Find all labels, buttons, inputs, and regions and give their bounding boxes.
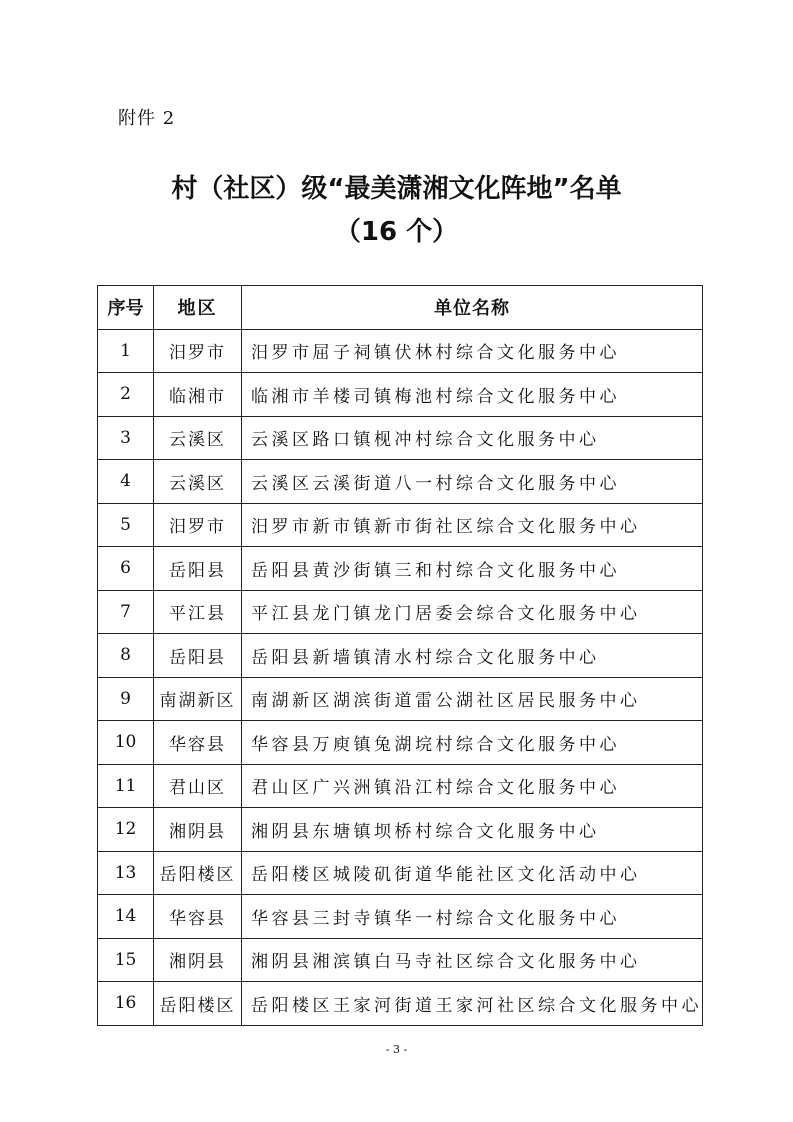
row-region: 云溪区 [154, 460, 242, 504]
row-region: 君山区 [154, 764, 242, 808]
table-header-row [98, 286, 703, 330]
row-unit-name: 岳阳楼区城陵矶街道华能社区文化活动中心 [242, 851, 703, 895]
row-region: 岳阳县 [154, 634, 242, 678]
row-unit-name: 临湘市羊楼司镇梅池村综合文化服务中心 [242, 373, 703, 417]
row-unit-name: 岳阳县新墙镇清水村综合文化服务中心 [242, 634, 703, 678]
row-index: 12 [98, 808, 154, 852]
row-index: 5 [98, 503, 154, 547]
row-unit-name: 平江县龙门镇龙门居委会综合文化服务中心 [242, 590, 703, 634]
row-index: 11 [98, 764, 154, 808]
table-row [98, 590, 703, 634]
document-title: 村（社区）级“最美潇湘文化阵地”名单 [171, 174, 622, 204]
table-row [98, 721, 703, 765]
row-region: 华容县 [154, 721, 242, 765]
table-row [98, 851, 703, 895]
row-region: 云溪区 [154, 416, 242, 460]
list-table [97, 285, 703, 1026]
table-row [98, 808, 703, 852]
row-region: 平江县 [154, 590, 242, 634]
row-index: 8 [98, 634, 154, 678]
row-unit-name: 云溪区云溪街道八一村综合文化服务中心 [242, 460, 703, 504]
row-region: 华容县 [154, 895, 242, 939]
row-region: 临湘市 [154, 373, 242, 417]
row-region: 南湖新区 [154, 677, 242, 721]
table-row [98, 764, 703, 808]
row-region: 汨罗市 [154, 503, 242, 547]
table-row [98, 416, 703, 460]
row-index: 10 [98, 721, 154, 765]
row-unit-name: 岳阳楼区王家河街道王家河社区综合文化服务中心 [242, 982, 703, 1026]
row-index: 15 [98, 938, 154, 982]
table-row [98, 547, 703, 591]
row-index: 9 [98, 677, 154, 721]
row-index: 13 [98, 851, 154, 895]
table-row [98, 503, 703, 547]
row-region: 湘阴县 [154, 808, 242, 852]
row-index: 7 [98, 590, 154, 634]
header-region: 地区 [154, 286, 242, 330]
row-unit-name: 华容县万庾镇兔湖垸村综合文化服务中心 [242, 721, 703, 765]
row-unit-name: 君山区广兴洲镇沿江村综合文化服务中心 [242, 764, 703, 808]
row-region: 湘阴县 [154, 938, 242, 982]
row-unit-name: 湘阴县东塘镇坝桥村综合文化服务中心 [242, 808, 703, 852]
table-row [98, 938, 703, 982]
table-row [98, 634, 703, 678]
row-region: 汨罗市 [154, 329, 242, 373]
table-row [98, 329, 703, 373]
row-unit-name: 汨罗市屈子祠镇伏林村综合文化服务中心 [242, 329, 703, 373]
row-unit-name: 湘阴县湘滨镇白马寺社区综合文化服务中心 [242, 938, 703, 982]
row-index: 14 [98, 895, 154, 939]
row-unit-name: 岳阳县黄沙街镇三和村综合文化服务中心 [242, 547, 703, 591]
attachment-label: 附件 2 [118, 108, 176, 129]
table-row [98, 982, 703, 1026]
row-index: 4 [98, 460, 154, 504]
row-index: 16 [98, 982, 154, 1026]
header-index: 序号 [98, 286, 154, 330]
row-region: 岳阳楼区 [154, 851, 242, 895]
row-index: 2 [98, 373, 154, 417]
table-row [98, 373, 703, 417]
header-unit-name: 单位名称 [242, 286, 703, 330]
table-row [98, 677, 703, 721]
row-unit-name: 汨罗市新市镇新市街社区综合文化服务中心 [242, 503, 703, 547]
row-index: 1 [98, 329, 154, 373]
document-subtitle-count: （16 个） [334, 217, 459, 247]
page-number: - 3 - [385, 1043, 408, 1056]
table-row [98, 460, 703, 504]
table-row [98, 895, 703, 939]
row-index: 3 [98, 416, 154, 460]
row-index: 6 [98, 547, 154, 591]
row-region: 岳阳县 [154, 547, 242, 591]
row-unit-name: 南湖新区湖滨街道雷公湖社区居民服务中心 [242, 677, 703, 721]
row-unit-name: 华容县三封寺镇华一村综合文化服务中心 [242, 895, 703, 939]
row-region: 岳阳楼区 [154, 982, 242, 1026]
row-unit-name: 云溪区路口镇枧冲村综合文化服务中心 [242, 416, 703, 460]
